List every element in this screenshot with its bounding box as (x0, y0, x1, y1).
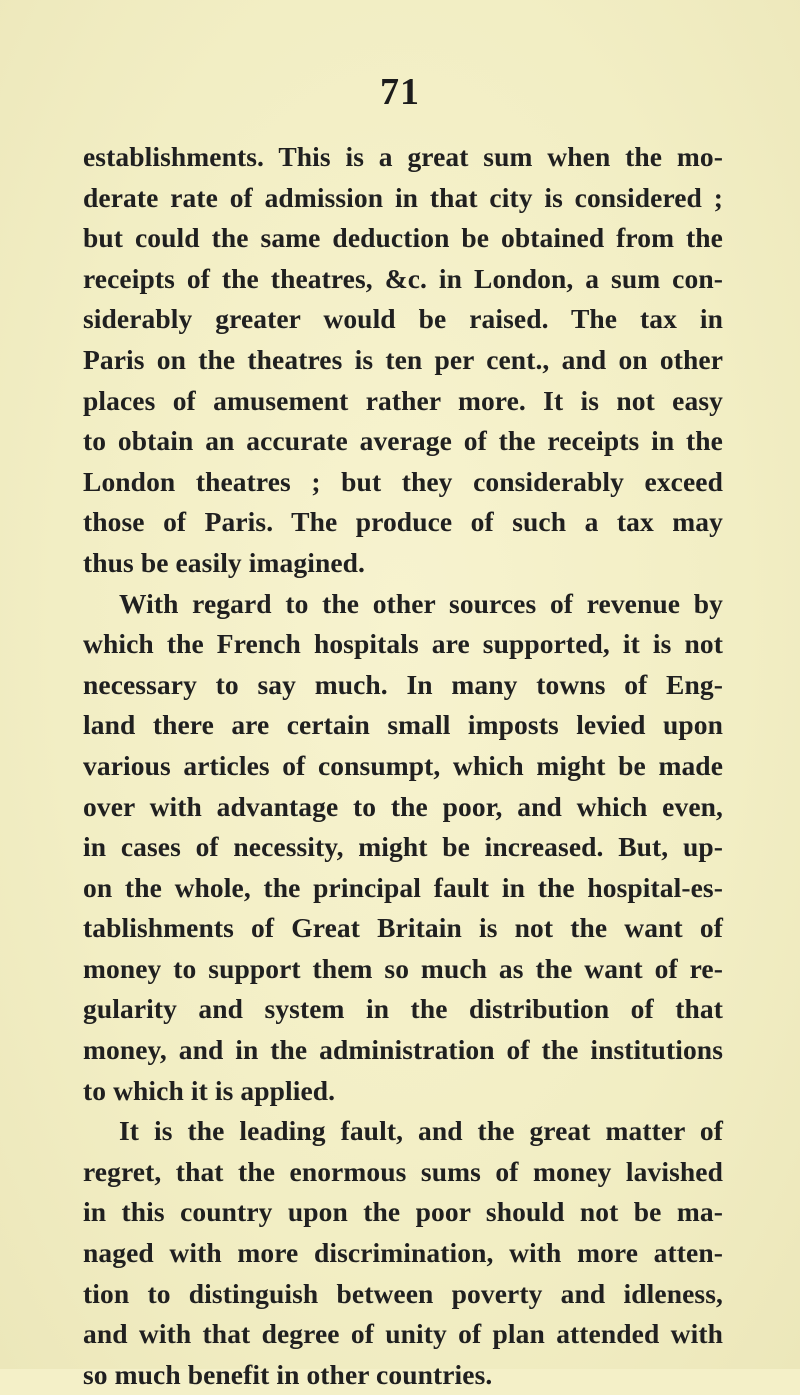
text-line: places of amusement rather more. It is not easy (83, 384, 723, 416)
text-line: tablishments of Great Britain is not the want of (83, 912, 723, 944)
text-line: tion to distinguish between poverty and idleness, (83, 1277, 723, 1309)
text-line: establishments. This is a great sum when the mo- (83, 141, 723, 172)
text-line: those of Paris. The produce of such a tax may (83, 506, 723, 538)
text-line: over with advantage to the poor, and which even, (83, 790, 723, 822)
text-line: on the whole, the principal fault in the hospital-es- (83, 871, 723, 903)
text-line: which the French hospitals are supported, it is not (83, 628, 723, 660)
text-line: siderably greater would be raised. The tax in (83, 303, 723, 335)
text-line: Paris on the theatres is ten per cent., and on other (83, 343, 723, 375)
paragraph-2 (83, 584, 723, 1112)
body-text (83, 137, 723, 1395)
text-line: but could the same deduction be obtained from the (83, 222, 723, 254)
text-line: money to support them so much as the want of re- (83, 952, 723, 984)
text-line: It is the leading fault, and the great matter of (119, 1115, 723, 1147)
paragraph-1 (83, 137, 723, 584)
text-line: naged with more discrimination, with more atten- (83, 1237, 723, 1269)
text-line: various articles of consumpt, which might be made (83, 749, 723, 781)
text-line: necessary to say much. In many towns of Eng- (83, 668, 723, 700)
text-line: money, and in the administration of the institutions (83, 1034, 723, 1066)
text-line: thus be easily imagined. (83, 546, 366, 578)
text-line: receipts of the theatres, &c. in London, a sum con- (83, 262, 723, 294)
text-line: in this country upon the poor should not be ma- (83, 1196, 723, 1228)
text-line: land there are certain small imposts levied upon (83, 709, 723, 741)
page-number: 71 (380, 71, 420, 113)
text-line: regret, that the enormous sums of money lavished (83, 1155, 723, 1187)
text-line: in cases of necessity, might be increased. But, up- (83, 831, 723, 863)
paragraph-3 (83, 1111, 723, 1395)
text-line: gularity and system in the distribution of that (83, 993, 723, 1025)
text-line: London theatres ; but they considerably exceed (83, 465, 723, 497)
text-line: to which it is applied. (83, 1074, 336, 1106)
text-line: so much benefit in other countries. (83, 1358, 493, 1390)
text-line: and with that degree of unity of plan attended with (83, 1318, 723, 1350)
text-line: With regard to the other sources of revenue by (119, 587, 723, 619)
text-line: derate rate of admission in that city is considered ; (83, 181, 723, 213)
text-line: to obtain an accurate average of the receipts in the (83, 425, 723, 457)
